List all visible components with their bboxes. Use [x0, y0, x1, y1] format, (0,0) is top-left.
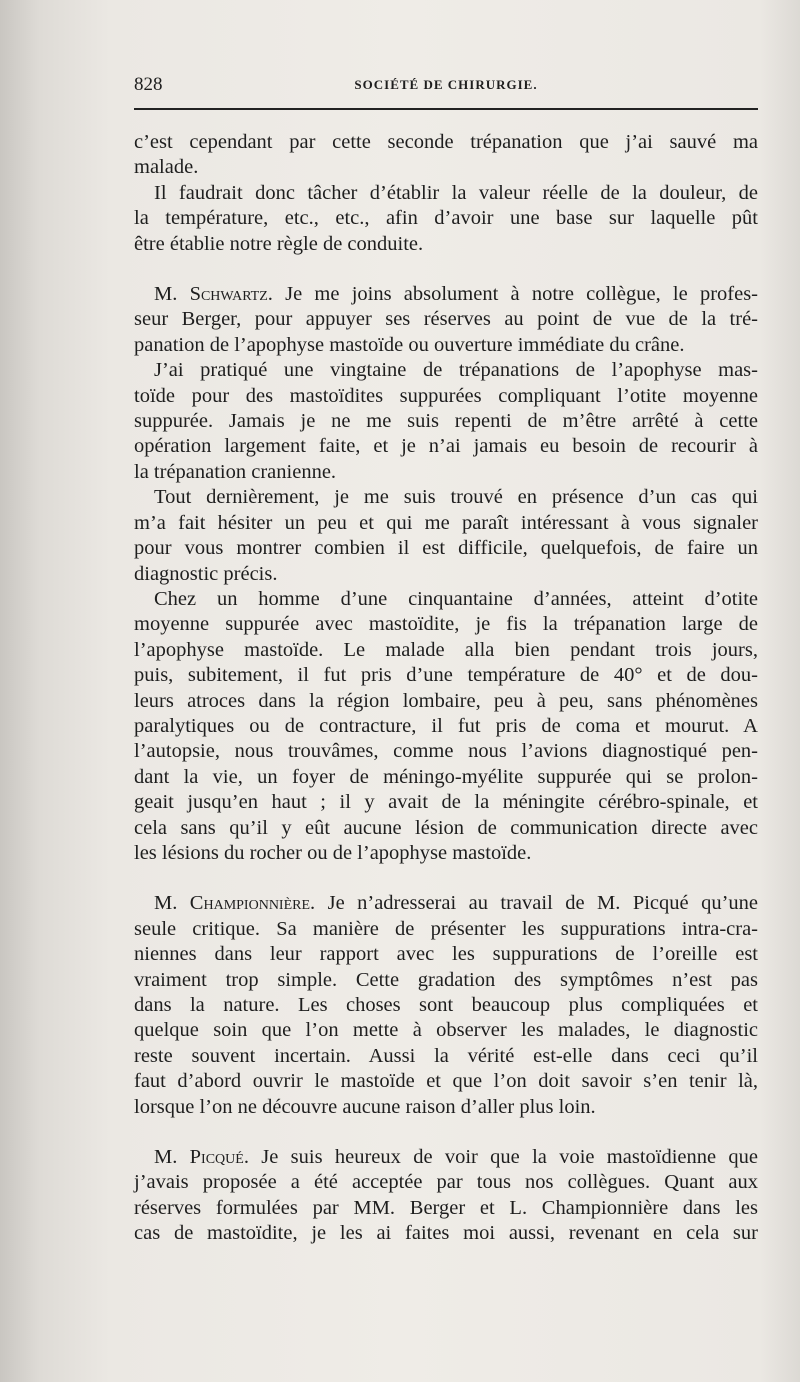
line-text: quelque soin que l’on mette à observer les malades, le diagnostic — [134, 1019, 758, 1042]
paragraph — [134, 358, 758, 485]
text-line — [134, 460, 758, 485]
line-text: moyenne suppurée avec mastoïdite, je fis la trépanation large de — [134, 613, 758, 636]
text-line — [134, 739, 758, 764]
text-line — [134, 993, 758, 1018]
text-line — [134, 358, 758, 383]
text-line — [134, 1069, 758, 1094]
line-text: l’autopsie, nous trouvâmes, comme nous l’avions diagnostiqué pen- — [134, 740, 758, 763]
paragraph — [134, 485, 758, 587]
line-text: diagnostic précis. — [134, 562, 278, 585]
text-line — [134, 612, 758, 637]
text-line — [134, 155, 758, 180]
text-line — [134, 536, 758, 561]
text-line — [134, 587, 758, 612]
text-line — [134, 130, 758, 155]
line-text: cela sans qu’il y eût aucune lésion de communication directe avec — [134, 816, 758, 839]
text-line — [134, 409, 758, 434]
line-text: Je me joins absolument à notre collègue, le profes- — [272, 283, 758, 306]
line-text: panation de l’apophyse mastoïde ou ouverture immédiate du crâne. — [134, 333, 685, 356]
line-text: lorsque l’on ne découvre aucune raison d’aller plus loin. — [134, 1095, 596, 1118]
speaker-paragraph — [134, 282, 758, 358]
line-text: Il faudrait donc tâcher d’établir la valeur réelle de la douleur, de — [154, 181, 758, 204]
text-line — [134, 434, 758, 459]
text-line — [134, 765, 758, 790]
header-rule — [134, 108, 758, 110]
paragraph — [134, 181, 758, 257]
text-line — [134, 891, 758, 916]
paragraph — [134, 587, 758, 866]
line-text: la température, etc., etc., afin d’avoir une base sur laquelle pût — [134, 207, 758, 230]
line-text: puis, subitement, il fut pris d’une température de 40° et de dou- — [134, 664, 758, 687]
line-text: geait jusqu’en haut ; il y avait de la méningite cérébro-spinale, et — [134, 791, 758, 814]
running-title: SOCIÉTÉ DE CHIRURGIE. — [354, 77, 538, 92]
text-line — [134, 1196, 758, 1221]
text-line — [134, 485, 758, 510]
line-text: pour vous montrer combien il est difficile, quelquefois, de faire un — [134, 537, 758, 560]
speaker-name: M. Picqué. — [154, 1146, 249, 1169]
line-text: opération largement faite, et je n’ai jamais eu besoin de recourir à — [134, 435, 758, 458]
line-text: m’a fait hésiter un peu et qui me paraît intéressant à vous signaler — [134, 511, 758, 534]
text-line — [134, 1221, 758, 1246]
text-line — [134, 1044, 758, 1069]
text-line — [134, 638, 758, 663]
page-body — [134, 130, 758, 1247]
line-text: Chez un homme d’une cinquantaine d’années, atteint d’otite — [154, 587, 758, 610]
text-line — [134, 181, 758, 206]
line-text: seule critique. Sa manière de présenter les suppurations intra-cra- — [134, 917, 758, 940]
text-line — [134, 511, 758, 536]
text-line — [134, 232, 758, 257]
line-text: dant la vie, un foyer de méningo-myélite suppurée qui se prolon- — [134, 765, 758, 788]
paragraph — [134, 130, 758, 181]
line-text: toïde pour des mastoïdites suppurées compliquant l’otite moyenne — [134, 384, 758, 407]
text-line — [134, 663, 758, 688]
page-number: 828 — [134, 74, 163, 95]
speaker-paragraph — [134, 1145, 758, 1247]
line-text: seur Berger, pour appuyer ses réserves au point de vue de la tré- — [134, 308, 758, 331]
line-text: les lésions du rocher ou de l’apophyse mastoïde. — [134, 841, 532, 864]
line-text: leurs atroces dans la région lombaire, peu à peu, sans phénomènes — [134, 689, 758, 712]
text-line — [134, 1018, 758, 1043]
line-text: vraiment trop simple. Cette gradation des symptômes n’est pas — [134, 968, 758, 991]
text-line — [134, 333, 758, 358]
text-line — [134, 1145, 758, 1170]
line-text: malade. — [134, 156, 199, 179]
text-line — [134, 917, 758, 942]
line-text: j’avais proposée a été acceptée par tous nos collègues. Quant aux — [134, 1171, 758, 1194]
text-line — [134, 689, 758, 714]
text-line — [134, 307, 758, 332]
line-text: dans la nature. Les choses sont beaucoup plus compliquées et — [134, 994, 758, 1016]
line-text: être établie notre règle de conduite. — [134, 232, 424, 255]
text-line — [134, 790, 758, 815]
line-text: réserves formulées par MM. Berger et L. Championnière dans les — [134, 1196, 758, 1219]
text-line — [134, 282, 758, 307]
line-text: la trépanation cranienne. — [134, 460, 337, 483]
line-text: Je n’adresserai au travail de M. Picqué qu’une — [315, 892, 758, 915]
text-line — [134, 1170, 758, 1195]
text-line — [134, 562, 758, 587]
line-text: l’apophyse mastoïde. Le malade alla bien pendant trois jours, — [134, 638, 758, 661]
text-line — [134, 968, 758, 993]
text-line — [134, 384, 758, 409]
speaker-name: M. Schwartz. — [154, 283, 273, 306]
text-line — [134, 714, 758, 739]
line-text: suppurée. Jamais je ne me suis repenti de m’être arrêté à cette — [134, 410, 758, 433]
line-text: niennes dans leur rapport avec les suppurations de l’oreille est — [134, 943, 758, 966]
text-line — [134, 942, 758, 967]
line-text: paralytiques ou de contracture, il fut pris de coma et mourut. A — [134, 714, 758, 737]
line-text: J’ai pratiqué une vingtaine de trépanations de l’apophyse mas- — [154, 359, 758, 382]
speaker-name: M. Championnière. — [154, 892, 316, 915]
page-header — [134, 74, 758, 98]
line-text: c’est cependant par cette seconde trépanation que j’ai sauvé ma — [134, 131, 758, 153]
line-text: Je suis heureux de voir que la voie mastoïdienne que — [248, 1146, 759, 1169]
text-line — [134, 206, 758, 231]
speaker-paragraph — [134, 891, 758, 1120]
line-text: Tout dernièrement, je me suis trouvé en présence d’un cas qui — [154, 486, 758, 509]
text-line — [134, 1095, 758, 1120]
line-text: cas de mastoïdite, je les ai faites moi aussi, revenant en cela sur — [134, 1222, 758, 1245]
text-line — [134, 841, 758, 866]
text-line — [134, 816, 758, 841]
line-text: reste souvent incertain. Aussi la vérité est-elle dans ceci qu’il — [134, 1044, 758, 1067]
line-text: faut d’abord ouvrir le mastoïde et que l’on doit savoir s’en tenir là, — [134, 1070, 758, 1093]
